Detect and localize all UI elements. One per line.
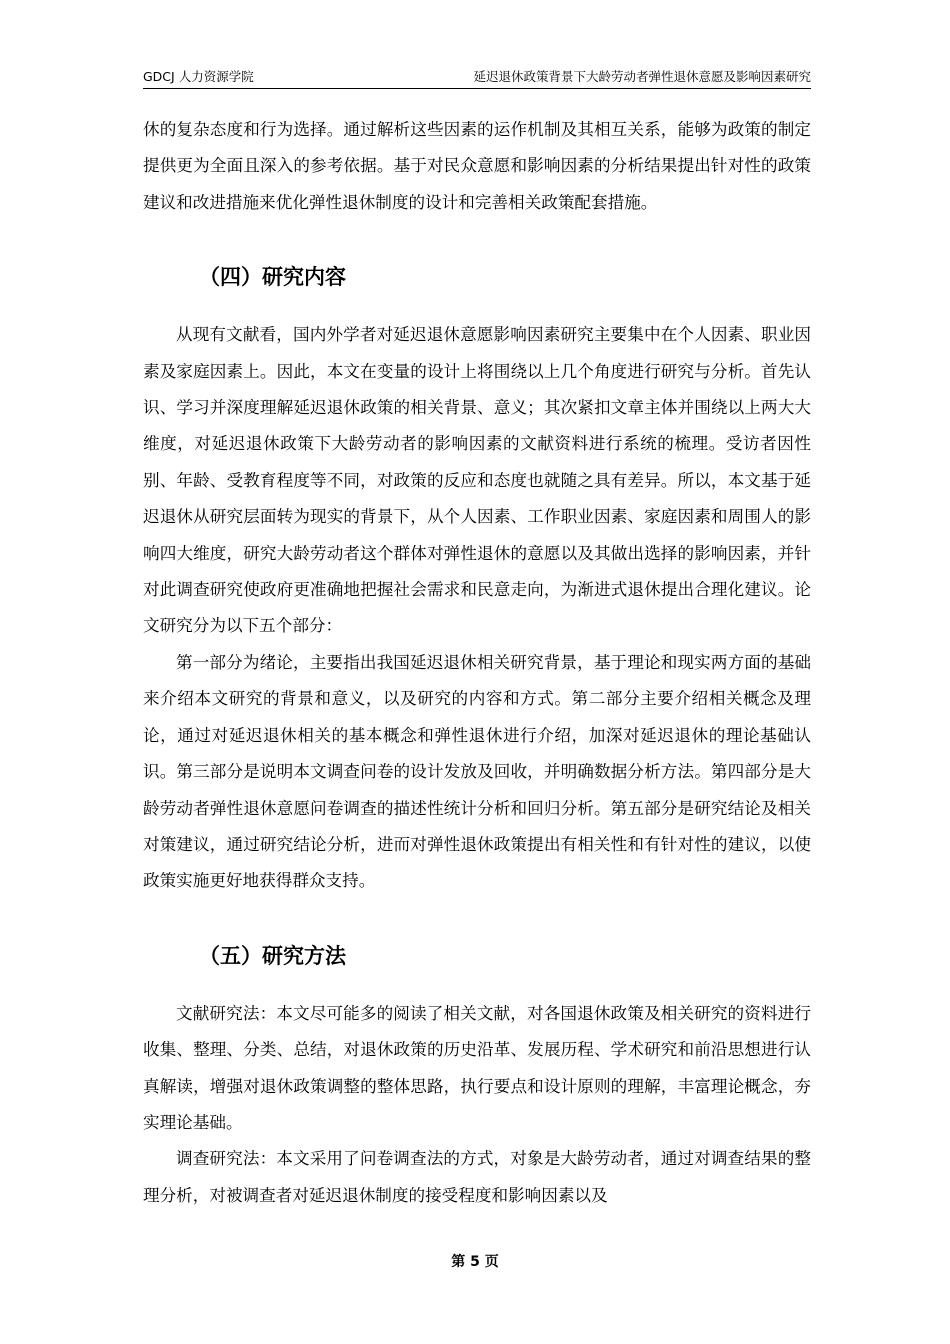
- page-header: [143, 66, 811, 89]
- paragraph-survey-method: 调查研究法：本文采用了问卷调查法的方式，对象是大龄劳动者，通过对调查结果的整理分析，对被调查者对延迟退休制度的接受程度和影响因素以及: [143, 1149, 811, 1205]
- page-number: 第 5 页: [451, 1254, 499, 1270]
- paragraph-literature-method: 文献研究法：本文尽可能多的阅读了相关文献，对各国退休政策及相关研究的资料进行收集、整理、分类、总结，对退休政策的历史沿革、发展历程、学术研究和前沿思想进行认真解读，增强对退休政策调整的整体思路，执行要点和设计原则的理解，丰富理论概念，夯实理论基础。: [143, 1003, 811, 1132]
- paragraph-continuation: 休的复杂态度和行为选择。通过解析这些因素的运作机制及其相互关系，能够为政策的制定提供更为全面且深入的参考依据。基于对民众意愿和影响因素的分析结果提出针对性的政策建议和改进措施来优化弹性退休制度的设计和完善相关政策配套措施。: [143, 120, 811, 212]
- section-heading-research-methods: （五）研究方法: [199, 943, 346, 968]
- header-thesis-title: 延迟退休政策背景下大龄劳动者弹性退休意愿及影响因素研究: [473, 69, 811, 84]
- header-institution: GDCJ 人力资源学院: [143, 69, 254, 84]
- paragraph-research-content: 从现有文献看，国内外学者对延迟退休意愿影响因素研究主要集中在个人因素、职业因素及家庭因素上。因此，本文在变量的设计上将围绕以上几个角度进行研究与分析。首先认识、学习并深度理解延迟退休政策的相关背景、意义；其次紧扣文章主体并围绕以上两大大维度，对延迟退休政策下大龄劳动者的影响因素的文献资料进行系统的梳理。受访者因性别、年龄、受教育程度等不同，对政策的反应和态度也就随之具有差异。所以，本文基于延迟退休从研究层面转为现实的背景下，从个人因素、工作职业因素、家庭因素和周围人的影响四大维度，研究大龄劳动者这个群体对弹性退休的意愿以及其做出选择的影响因素，并针对此调查研究使政府更准确地把握社会需求和民意走向，为渐进式退休提出合理化建议。论文研究分为以下五个部分：: [143, 325, 811, 636]
- section-heading-research-content: （四）研究内容: [199, 265, 346, 290]
- page-body: [143, 112, 811, 1214]
- paragraph-thesis-structure: 第一部分为绪论，主要指出我国延迟退休相关研究背景，基于理论和现实两方面的基础来介绍本文研究的背景和意义，以及研究的内容和方式。第二部分主要介绍相关概念及理论，通过对延迟退休相关的基本概念和弹性退休进行介绍，加深对延迟退休的理论基础认识。第三部分是说明本文调查问卷的设计发放及回收，并明确数据分析方法。第四部分是大龄劳动者弹性退休意愿问卷调查的描述性统计分析和回归分析。第五部分是研究结论及相关对策建议，通过研究结论分析，进而对弹性退休政策提出有相关性和有针对性的建议，以使政策实施更好地获得群众支持。: [143, 652, 811, 891]
